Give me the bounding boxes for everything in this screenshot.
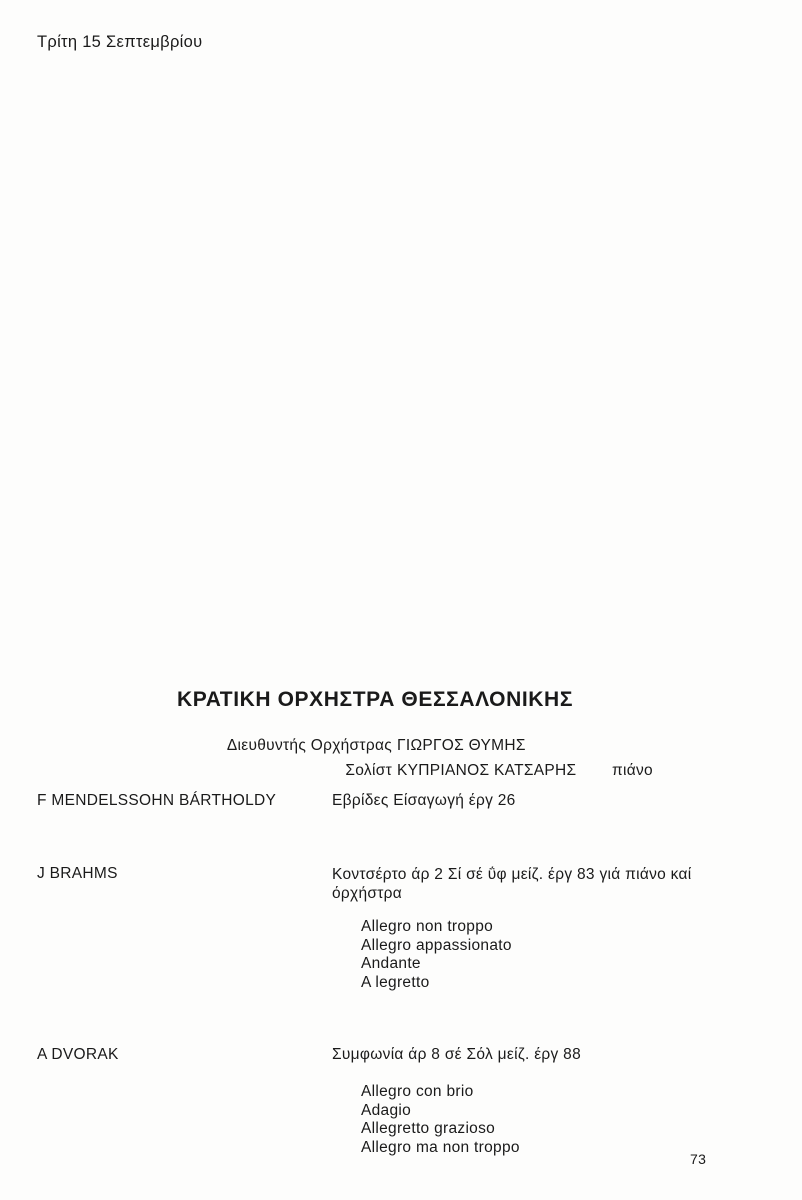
movements-brahms <box>361 918 512 992</box>
conductor-label: Διευθυντής Ορχήστρας <box>226 737 392 754</box>
composer-brahms: J BRAHMS <box>37 865 118 882</box>
soloist-name: ΚΥΠΡΙΑΝΟΣ ΚΑΤΣΑΡΗΣ <box>397 762 577 779</box>
page-date: Τρίτη 15 Σεπτεμβρίου <box>37 33 203 51</box>
movement-item: Allegro ma non troppo <box>361 1138 520 1156</box>
movement-item: Allegro appassionato <box>361 936 512 954</box>
composer-dvorak: A DVORAK <box>37 1046 119 1063</box>
composer-mendelssohn: F MENDELSSOHN BÁRTHOLDY <box>37 792 277 809</box>
movement-item: Adagio <box>361 1101 412 1119</box>
movement-item: Andante <box>361 955 421 972</box>
page-number: 73 <box>690 1151 707 1167</box>
conductor-name: ΓΙΩΡΓΟΣ ΘΥΜΗΣ <box>397 737 526 754</box>
soloist-instrument: πιάνο <box>612 762 653 779</box>
movements-dvorak <box>361 1083 520 1157</box>
movement-item: A legretto <box>361 973 430 991</box>
orchestra-title: ΚΡΑΤΙΚΗ ΟΡΧΗΣΤΡΑ ΘΕΣΣΑΛΟΝΙΚΗΣ <box>176 688 574 711</box>
movement-item: Allegro con brio <box>361 1083 474 1100</box>
movement-item: Allegro non troppo <box>361 918 494 935</box>
movement-item: Allegretto grazioso <box>361 1120 496 1137</box>
soloist-label: Σολίστ <box>345 762 392 779</box>
work-brahms: Κοντσέρτο άρ 2 Σί σέ ΰφ μείζ. έργ 83 γιά πιάνο καί όρχήστρα <box>332 866 692 902</box>
work-dvorak: Συμφωνία άρ 8 σέ Σόλ μείζ. έργ 88 <box>332 1046 582 1063</box>
work-mendelssohn: Εβρίδες Είσαγωγή έργ 26 <box>332 792 516 809</box>
